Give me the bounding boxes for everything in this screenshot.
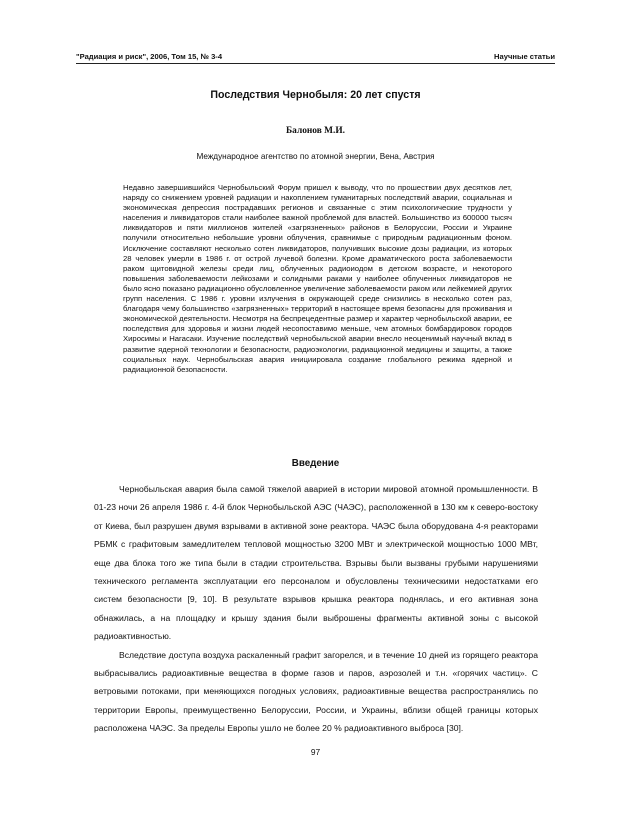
abstract: Недавно завершившийся Чернобыльский Форум пришел к выводу, что по прошествии двух десятков лет, наряду со снижением уровней радиации и накоплением гуманитарных последствий аварии, социальная и экономическая депрессия пострадавших регионов и связанные с этим психологические трудности у населения и ликвидаторов стали наиболее важной проблемой для властей. Большинство из 600000 тысяч ликвидаторов и пяти миллионов жителей «загрязненных» районов в Белоруссии, России и Украине получили относительно небольшие уровни облучения, сравнимые с природным радиационным фоном. Исключение составляют несколько сотен ликвидаторов, получивших высокие дозы радиации, из которых 28 человек умерли в 1986 г. от острой лучевой болезни. Кроме драматического роста заболеваемости раком щитовидной железы среди лиц, облученных радиоиодом в детском возрасте, и некоторого повышения заболеваемости лейкозами и солидными раками у наиболее облученных ликвидаторов не было ясно показано радиационно обусловленное увеличение заболеваемости раком или лейкемией других групп населения. С 1986 г. уровни излучения в окружающей среде снизились в несколько сотен раз, благодаря чему большинство «загрязненных» территорий в настоящее время безопасны для проживания и экономической деятельности. Несмотря на беспрецедентные размер и характер чернобыльской аварии, ее последствия для здоровья и жизни людей несопоставимо меньше, чем атомных бомбардировок городов Хиросимы и Нагасаки. Изучение последствий чернобыльской аварии внесло неоценимый научный вклад в развитие ядерной технологии и безопасности, радиоэкологии, радиационной медицины и защиты, а также социальных наук. Чернобыльская авария инициировала создание глобального режима ядерной и радиационной безопасности. [123,183,512,374]
article-author: Балонов М.И. [285,126,345,136]
introduction-paragraph: Чернобыльская авария была самой тяжелой аварией в истории мировой атомной промышленности. В 01-23 ночи 26 апреля 1986 г. 4-й блок Чернобыльской АЭС (ЧАЭС), расположенной в 130 км к северо-востоку от Киева, был разрушен двумя взрывами в активной зоне реактора. ЧАЭС была оборудована 4-я реакторами РБМК с графитовым замедлителем тепловой мощностью 3200 МВт и электрической мощностью 1000 МВт, еще два блока того же типа были в стадии строительства. Взрывы были вызваны грубыми нарушениями технического регламента эксплуатации его персоналом и обусловлены техническими недостатками его систем безопасности [9, 10]. В результате взрывов крышка реактора поднялась, и его активная зона обнажилась, а на площадку и крышу здания были выброшены фрагменты активной зоны с высокой радиоактивностью. [94,484,538,642]
header-rule [76,63,555,64]
introduction-body [94,480,538,738]
author-affiliation: Международное агентство по атомной энергии, Вена, Австрия [196,152,435,161]
section-label: Научные статьи [494,52,555,61]
running-header [76,52,555,61]
section-heading-introduction: Введение [291,458,340,469]
introduction-paragraph: Вследствие доступа воздуха раскаленный графит загорелся, и в течение 10 дней из горящего реактора выбрасывались радиоактивные вещества в форме газов и паров, аэрозолей и т.н. «горячих частиц». С ветровыми потоками, при меняющихся погодных условиях, радиоактивные вещества распространялись по территории Европы, преимущественно Белоруссии, России, и Украины, вблизи общей границы которых расположена ЧАЭС. За пределы Европы ушло не более 20 % радиоактивного выброса [30]. [94,649,538,734]
journal-citation: "Радиация и риск", 2006, Том 15, № 3-4 [76,52,223,61]
page-number: 97 [310,747,321,757]
article-title: Последствия Чернобыля: 20 лет спустя [210,89,421,101]
